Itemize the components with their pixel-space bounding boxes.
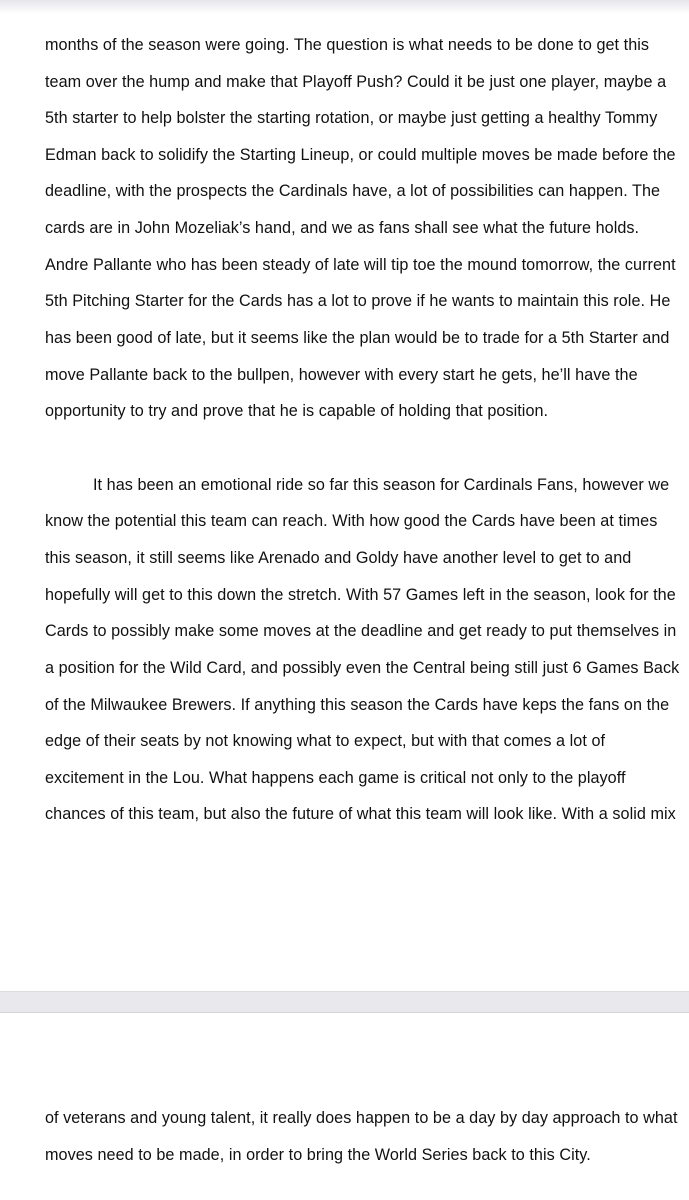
text-line: move Pallante back to the bullpen, however with every start he gets, he’ll have the [45, 366, 638, 384]
text-line: a position for the Wild Card, and possibly even the Central being still just 6 Games Back [45, 659, 680, 677]
text-line: hopefully will get to this down the stretch. With 57 Games left in the season, look for the [45, 586, 676, 604]
text-line: know the potential this team can reach. With how good the Cards have been at times [45, 512, 658, 530]
page-break [0, 991, 689, 1013]
text-line: cards are in John Mozeliak’s hand, and we as fans shall see what the future holds. [45, 219, 640, 237]
text-line: Cards to possibly make some moves at the deadline and get ready to put themselves in [45, 622, 677, 640]
document-page-2 [0, 1013, 689, 1200]
text-line: Andre Pallante who has been steady of late will tip toe the mound tomorrow, the current [45, 256, 676, 274]
text-line: of veterans and young talent, it really does happen to be a day by day approach to what [45, 1109, 678, 1127]
text-line: deadline, with the prospects the Cardinals have, a lot of possibilities can happen. The [45, 182, 661, 200]
text-line: It has been an emotional ride so far this season for Cardinals Fans, however we [93, 476, 670, 494]
text-line: moves need to be made, in order to bring the World Series back to this City. [45, 1146, 591, 1164]
text-line: edge of their seats by not knowing what to expect, but with that comes a lot of [45, 732, 606, 750]
text-line: chances of this team, but also the future of what this team will look like. With a solid mix [45, 805, 676, 823]
text-line: team over the hump and make that Playoff Push? Could it be just one player, maybe a [45, 73, 667, 91]
text-line: opportunity to try and prove that he is capable of holding that position. [45, 402, 549, 420]
text-line: excitement in the Lou. What happens each game is critical not only to the playoff [45, 769, 626, 787]
text-line: 5th starter to help bolster the starting rotation, or maybe just getting a healthy Tommy [45, 109, 658, 127]
text-line: Edman back to solidify the Starting Lineup, or could multiple moves be made before the [45, 146, 676, 164]
text-line: months of the season were going. The question is what needs to be done to get this [45, 36, 650, 54]
text-line: this season, it still seems like Arenado and Goldy have another level to get to and [45, 549, 632, 567]
text-line: 5th Pitching Starter for the Cards has a lot to prove if he wants to maintain this role. He [45, 292, 671, 310]
top-page-edge [0, 0, 689, 14]
text-line: has been good of late, but it seems like the plan would be to trade for a 5th Starter and [45, 329, 670, 347]
text-line: of the Milwaukee Brewers. If anything this season the Cards have keps the fans on the [45, 696, 670, 714]
